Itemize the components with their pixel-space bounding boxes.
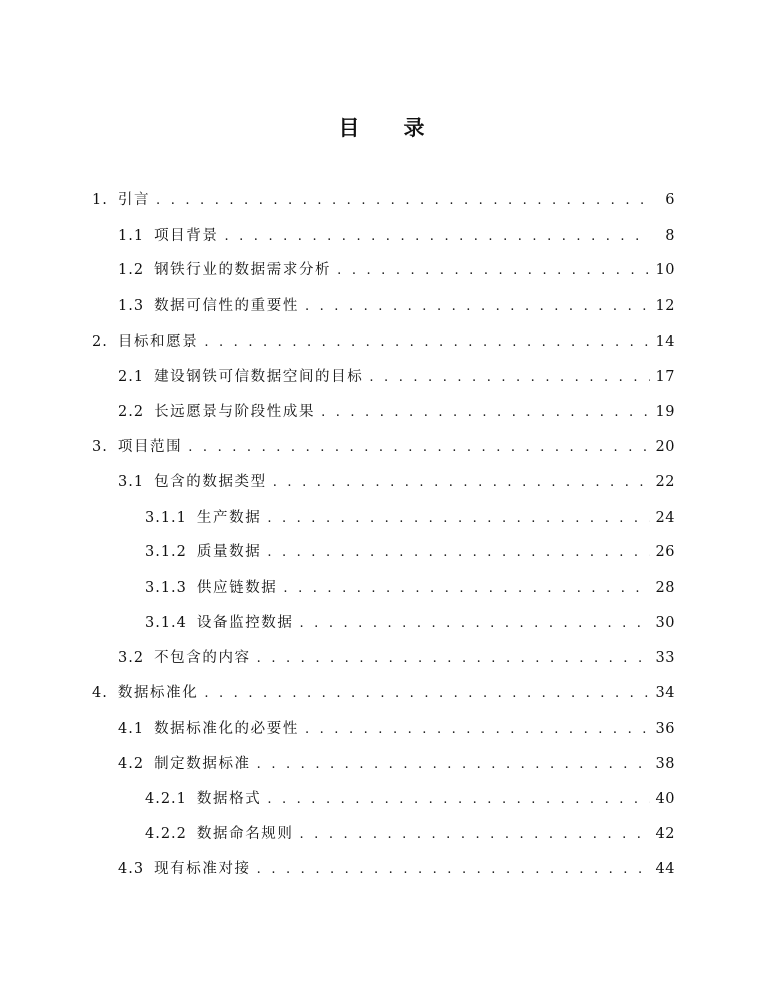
toc-entry-page-number: 42 [655,826,675,842]
toc-entry-page-number: 8 [665,228,675,244]
toc-entry-page-number: 22 [655,474,675,490]
toc-entry-number: 3.2 [118,650,145,666]
toc-entry-number: 3.1.3 [145,580,187,596]
toc-dot-leader [267,545,649,560]
toc-entry[interactable] [118,258,675,280]
toc-entry-number: 2.2 [118,404,145,420]
toc-entry-page-number: 24 [655,510,675,526]
toc-entry-number: 3. [92,439,108,455]
toc-entry-page-number: 19 [655,404,675,420]
toc-entry[interactable] [118,646,675,668]
toc-entry-title: 目标和愿景 [117,334,199,350]
page-title-part-1: 目 [338,116,362,140]
toc-entry[interactable] [118,224,675,246]
toc-entry-page-number: 26 [655,544,675,560]
toc-entry[interactable] [118,400,675,422]
toc-entry-number: 2. [92,334,108,350]
toc-entry[interactable] [118,857,675,879]
toc-dot-leader [257,862,650,877]
toc-entry[interactable] [92,330,675,352]
toc-entry-number: 1.2 [118,262,145,278]
toc-entry-number: 3.1.1 [145,510,187,526]
toc-entry-number: 4.2.2 [145,826,187,842]
toc-entry-title: 现有标准对接 [154,861,251,877]
page-title [0,112,765,142]
toc-entry-title: 钢铁行业的数据需求分析 [154,262,332,278]
toc-entry-title: 数据格式 [196,791,262,807]
toc-entry-page-number: 28 [655,580,675,596]
toc-entry-title: 供应链数据 [196,580,278,596]
toc-entry-title: 项目背景 [154,228,219,244]
toc-entry[interactable] [145,822,675,844]
toc-entry-page-number: 36 [655,721,675,737]
toc-entry-number: 2.1 [118,369,145,385]
toc-entry[interactable] [145,506,675,528]
toc-entry-page-number: 38 [655,756,675,772]
toc-dot-leader [369,370,649,385]
toc-entry-number: 1.3 [118,298,145,314]
toc-entry-number: 3.1.4 [145,615,187,631]
toc-dot-leader [204,686,649,701]
toc-entry-number: 4.3 [118,861,145,877]
toc-entry-page-number: 33 [655,650,675,666]
toc-entry-number: 4. [92,685,108,701]
toc-entry-title: 建设钢铁可信数据空间的目标 [154,369,364,385]
toc-entry-number: 4.2 [118,756,145,772]
toc-dot-leader [283,581,649,596]
toc-entry-title: 生产数据 [196,510,262,526]
toc-entry-number: 4.1 [118,721,145,737]
toc-dot-leader [267,792,649,807]
toc-entry[interactable] [92,681,675,703]
toc-dot-leader [257,651,650,666]
toc-dot-leader [305,722,650,737]
toc-entry[interactable] [145,611,675,633]
toc-entry-number: 3.1.2 [145,544,187,560]
toc-entry-page-number: 12 [655,298,675,314]
toc-dot-leader [267,511,649,526]
toc-dot-leader [300,616,650,631]
toc-entry[interactable] [118,470,675,492]
toc-dot-leader [204,335,649,350]
toc-entry-page-number: 17 [655,369,675,385]
toc-entry[interactable] [118,752,675,774]
toc-entry-number: 3.1 [118,474,145,490]
toc-entry-title: 数据标准化 [117,685,199,701]
toc-entry-title: 数据命名规则 [196,826,294,842]
toc-dot-leader [300,827,650,842]
toc-entry-title: 制定数据标准 [154,756,251,772]
toc-dot-leader [273,475,650,490]
toc-dot-leader [305,299,650,314]
toc-dot-leader [224,229,651,244]
toc-dot-leader [188,440,649,455]
toc-entry-title: 项目范围 [117,439,183,455]
toc-entry-page-number: 34 [655,685,675,701]
toc-entry-number: 1. [92,192,108,208]
toc-entry-page-number: 44 [655,861,675,877]
toc-dot-leader [321,405,649,420]
page-title-part-2: 录 [403,116,427,140]
toc-dot-leader [337,263,649,278]
toc-entry[interactable] [118,365,675,387]
toc-entry[interactable] [118,294,675,316]
toc-entry-title: 数据标准化的必要性 [154,721,299,737]
toc-entry-title: 设备监控数据 [196,615,294,631]
toc-entry[interactable] [92,435,675,457]
toc-entry-page-number: 20 [655,439,675,455]
toc-entry[interactable] [92,188,675,210]
toc-entry[interactable] [118,717,675,739]
toc-entry-page-number: 30 [655,615,675,631]
toc-entry-page-number: 6 [665,192,675,208]
toc-entry-title: 长远愿景与阶段性成果 [154,404,316,420]
toc-entry-title: 数据可信性的重要性 [154,298,299,314]
toc-entry-title: 不包含的内容 [154,650,251,666]
toc-entry-page-number: 14 [655,334,675,350]
toc-entry-number: 1.1 [118,228,145,244]
toc-entry-title: 质量数据 [196,544,262,560]
toc-dot-leader [257,757,650,772]
toc-entry-number: 4.2.1 [145,791,187,807]
toc-entry-title: 包含的数据类型 [154,474,267,490]
toc-entry-page-number: 40 [655,791,675,807]
toc-entry-title: 引言 [117,192,151,208]
toc-entry[interactable] [145,787,675,809]
toc-entry[interactable] [145,576,675,598]
toc-entry-page-number: 10 [655,262,675,278]
toc-dot-leader [156,193,651,208]
toc-entry[interactable] [145,540,675,562]
